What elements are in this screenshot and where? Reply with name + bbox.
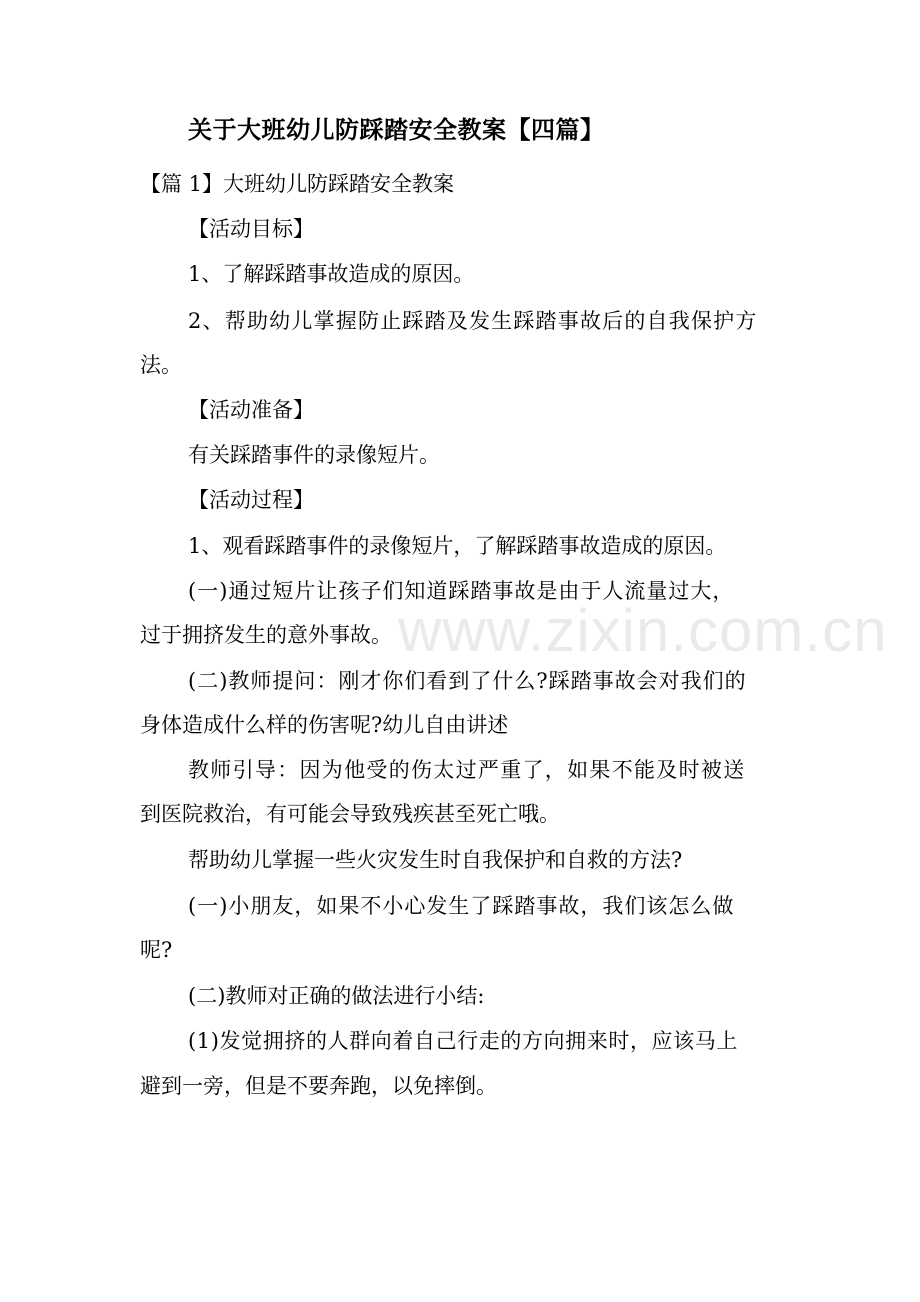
paragraph-line: 避到一旁，但是不要奔跑，以免摔倒。	[140, 1074, 497, 1098]
paragraph-line: 【活动准备】	[188, 398, 314, 422]
paragraph-line: 过于拥挤发生的意外事故。	[140, 623, 392, 647]
paragraph-line: 1、观看踩踏事件的录像短片，了解踩踏事故造成的原因。	[188, 534, 727, 558]
paragraph-line: (1)发觉拥挤的人群向着自己行走的方向拥来时，应该马上	[188, 1029, 738, 1053]
paragraph-line: 教师引导：因为他受的伤太过严重了，如果不能及时被送	[188, 758, 746, 782]
paragraph-line: 1、了解踩踏事故造成的原因。	[188, 262, 475, 286]
paragraph-line: (一)通过短片让孩子们知道踩踏事故是由于人流量过大，	[188, 579, 735, 603]
section-heading: 【篇 1】大班幼儿防踩踏安全教案	[140, 172, 455, 196]
paragraph-line: (二)教师对正确的做法进行小结:	[188, 984, 485, 1008]
document-title: 关于大班幼儿防踩踏安全教案【四篇】	[188, 115, 605, 144]
paragraph-line: 2、帮助幼儿掌握防止踩踏及发生踩踏事故后的自我保护方	[188, 309, 758, 333]
paragraph-line: 帮助幼儿掌握一些火灾发生时自我保护和自救的方法?	[188, 848, 683, 872]
watermark: www.zixin.com.cn	[398, 597, 888, 664]
paragraph-line: 法。	[140, 353, 182, 377]
paragraph-line: 有关踩踏事件的录像短片。	[188, 443, 440, 467]
paragraph-line: 【活动过程】	[188, 488, 314, 512]
paragraph-line: (一)小朋友，如果不小心发生了踩踏事故，我们该怎么做	[188, 894, 735, 918]
paragraph-line: (二)教师提问：刚才你们看到了什么?踩踏事故会对我们的	[188, 669, 747, 693]
paragraph-line: 【活动目标】	[188, 217, 314, 241]
paragraph-line: 到医院救治，有可能会导致残疾甚至死亡哦。	[140, 802, 560, 826]
paragraph-line: 身体造成什么样的伤害呢?幼儿自由讲述	[140, 713, 509, 737]
paragraph-line: 呢?	[140, 938, 173, 962]
